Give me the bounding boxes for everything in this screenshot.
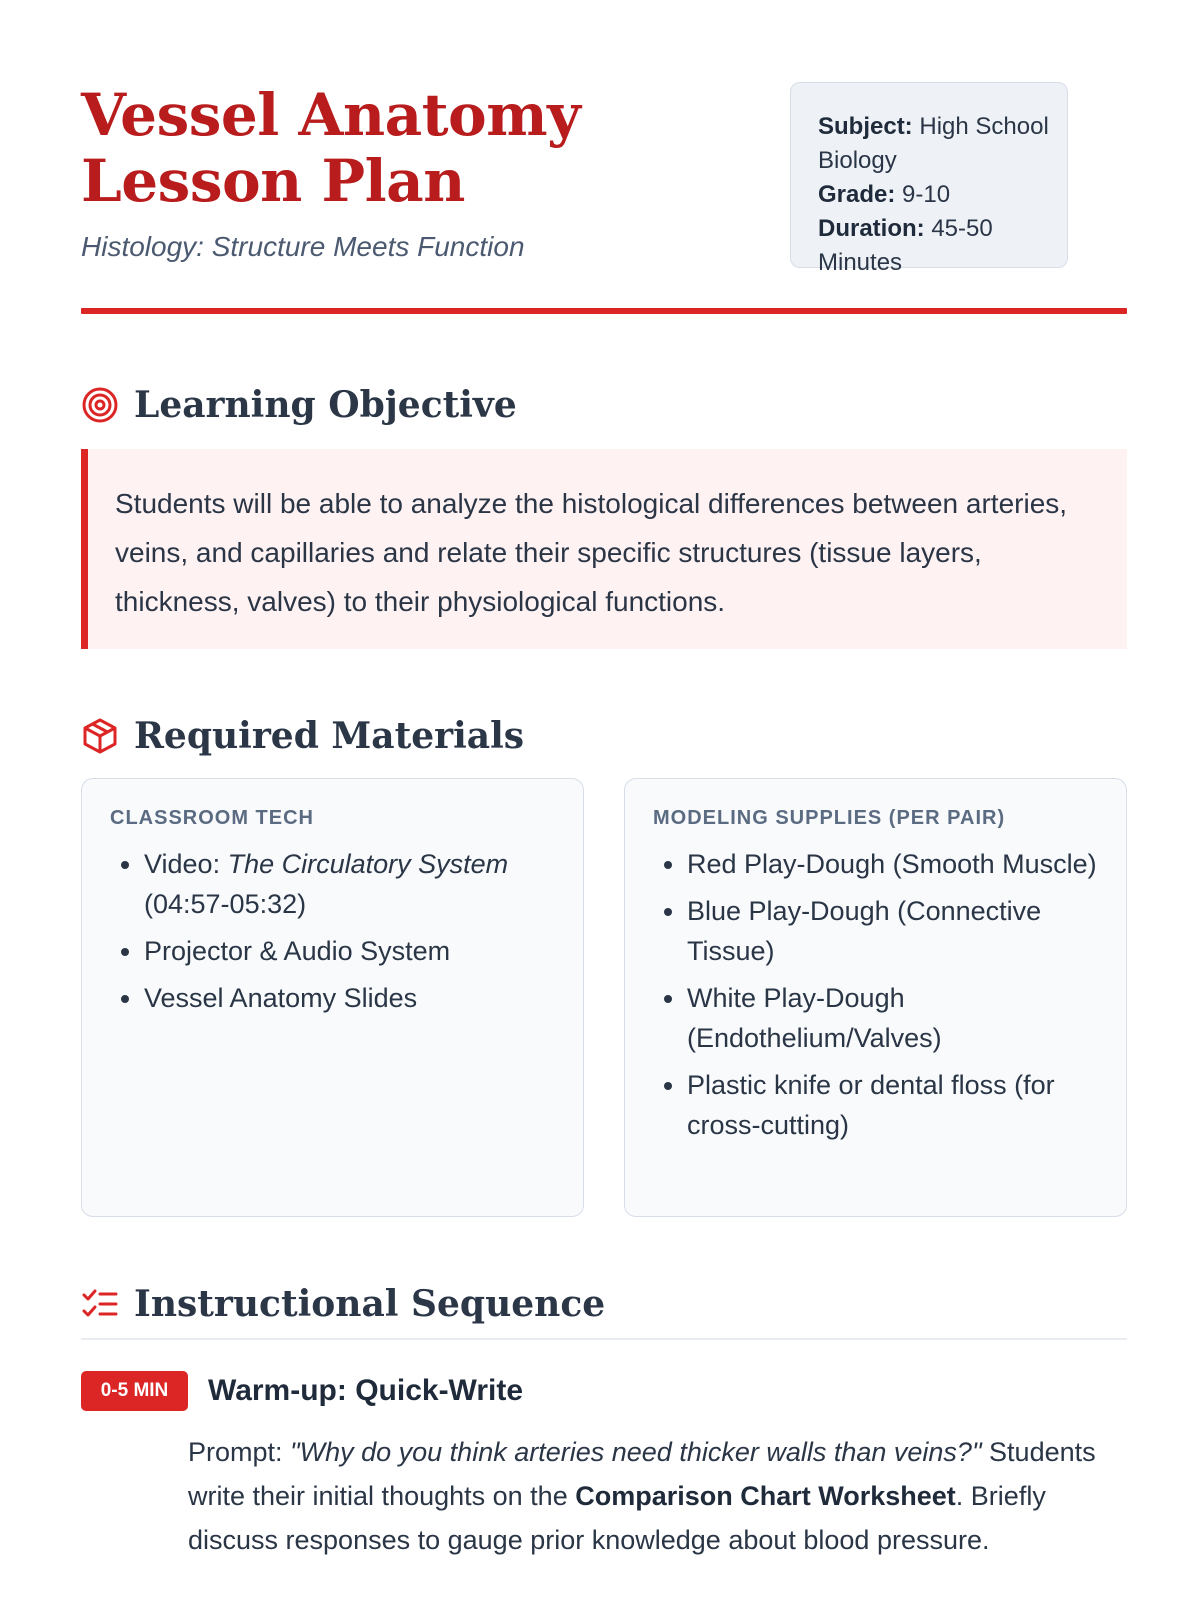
step-body-before: Students write their initial thoughts on the xyxy=(188,1437,1096,1511)
meta-duration-label: Duration: xyxy=(818,215,925,242)
objective-heading: Learning Objective xyxy=(134,384,517,426)
modeling-supplies-card xyxy=(624,778,1127,1217)
objective-text: Students will be able to analyze the histological differences between arteries, veins, and capillaries and relate their specific structures (tissue layers, thickness, valves) to their physiological functions. xyxy=(81,449,1127,649)
target-icon xyxy=(81,386,119,424)
list-item: • Projector & Audio System xyxy=(144,931,563,971)
meta-subject-label: Subject: xyxy=(818,113,913,140)
modeling-supplies-title: MODELING SUPPLIES (PER PAIR) xyxy=(653,807,1006,829)
header xyxy=(81,80,1127,320)
classroom-tech-list xyxy=(110,844,563,1018)
video-title: The Circulatory System xyxy=(227,849,509,879)
objective-heading-row xyxy=(81,381,517,429)
materials-heading-row xyxy=(81,712,524,760)
modeling-supplies-list xyxy=(653,844,1106,1145)
sequence-divider xyxy=(81,1338,1127,1340)
sequence-heading: Instructional Sequence xyxy=(134,1283,606,1325)
list-item: • Red Play-Dough (Smooth Muscle) xyxy=(687,844,1106,884)
list-item: • Blue Play-Dough (Connective Tissue) xyxy=(687,891,1106,971)
list-item: • Vessel Anatomy Slides xyxy=(144,978,563,1018)
classroom-tech-card xyxy=(81,778,584,1217)
header-divider xyxy=(81,308,1127,314)
meta-grade xyxy=(818,178,1067,212)
prompt-text: "Why do you think arteries need thicker walls than veins?" xyxy=(290,1437,982,1467)
time-badge: 0-5 MIN xyxy=(81,1371,188,1411)
materials-heading: Required Materials xyxy=(134,715,525,757)
worksheet-name: Comparison Chart Worksheet xyxy=(575,1481,956,1511)
list-item xyxy=(144,844,563,924)
list-item: • White Play-Dough (Endothelium/Valves) xyxy=(687,978,1106,1058)
page-title: Vessel Anatomy Lesson Plan xyxy=(81,81,581,215)
step-title: Warm-up: Quick-Write xyxy=(208,1374,524,1407)
meta-grade-label: Grade: xyxy=(818,181,896,208)
sequence-heading-row xyxy=(81,1280,605,1328)
list-checks-icon xyxy=(81,1285,119,1323)
classroom-tech-title: CLASSROOM TECH xyxy=(110,807,314,829)
video-prefix: Video: xyxy=(144,849,228,879)
step-body xyxy=(188,1430,1127,1562)
page-subtitle: Histology: Structure Meets Function xyxy=(81,231,525,262)
package-icon xyxy=(81,717,119,755)
video-time: (04:57-05:32) xyxy=(144,889,307,919)
prompt-label: Prompt: xyxy=(188,1437,291,1467)
step-body-after: . Briefly discuss responses to gauge prior knowledge about blood pressure. xyxy=(188,1481,1046,1555)
meta-duration xyxy=(818,212,1067,280)
meta-duration-value: 45-50 Minutes xyxy=(818,215,993,276)
meta-subject-value: High School Biology xyxy=(818,113,1049,174)
meta-subject xyxy=(818,110,1067,178)
list-item: • Plastic knife or dental floss (for cross-cutting) xyxy=(687,1065,1106,1145)
lesson-meta-box xyxy=(790,82,1068,276)
meta-grade-value: 9-10 xyxy=(902,181,951,208)
